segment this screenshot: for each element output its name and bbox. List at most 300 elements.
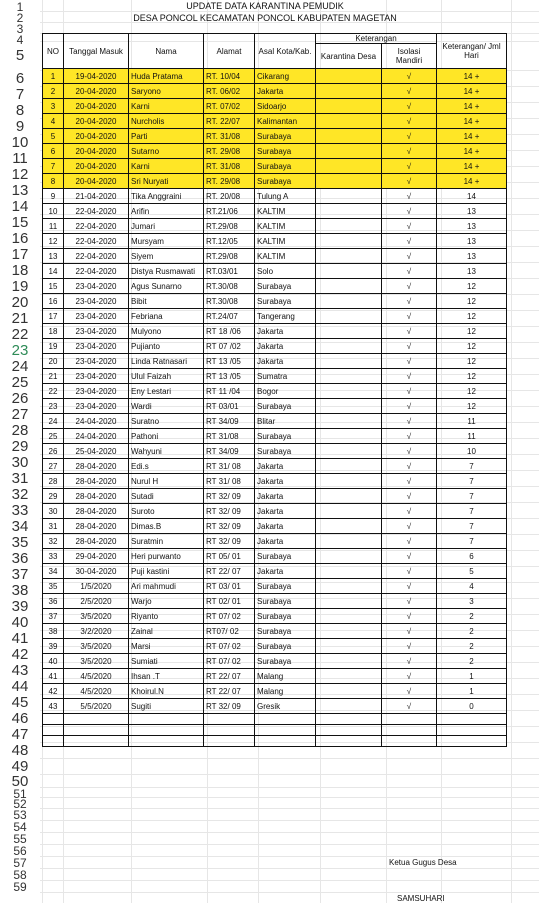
- row-number[interactable]: 22: [11, 325, 29, 343]
- cell-asal[interactable]: Gresik: [255, 699, 316, 714]
- empty-cell[interactable]: [64, 736, 129, 747]
- cell-isolasi-mandiri[interactable]: √: [382, 264, 437, 279]
- cell-no[interactable]: 5: [43, 129, 64, 144]
- cell-nama[interactable]: Ihsan .T: [129, 669, 204, 684]
- cell-nama[interactable]: Suroto: [129, 504, 204, 519]
- row-number[interactable]: 12: [11, 165, 29, 183]
- cell-karantina-desa[interactable]: [316, 699, 382, 714]
- cell-nama[interactable]: Linda Ratnasari: [129, 354, 204, 369]
- row-number[interactable]: 47: [11, 725, 29, 743]
- cell-karantina-desa[interactable]: [316, 174, 382, 189]
- cell-tanggal[interactable]: 28-04-2020: [64, 474, 129, 489]
- row-number[interactable]: 9: [15, 117, 25, 135]
- cell-tanggal[interactable]: 28-04-2020: [64, 534, 129, 549]
- cell-isolasi-mandiri[interactable]: √: [382, 639, 437, 654]
- cell-no[interactable]: 9: [43, 189, 64, 204]
- row-number[interactable]: 25: [11, 373, 29, 391]
- cell-nama[interactable]: Sugiti: [129, 699, 204, 714]
- cell-no[interactable]: 24: [43, 414, 64, 429]
- cell-nama[interactable]: Bibit: [129, 294, 204, 309]
- cell-karantina-desa[interactable]: [316, 684, 382, 699]
- cell-jml-hari[interactable]: 14 +: [437, 84, 507, 99]
- row-number[interactable]: 16: [11, 229, 29, 247]
- cell-alamat[interactable]: RT. 10/04: [204, 69, 255, 84]
- cell-no[interactable]: 42: [43, 684, 64, 699]
- cell-nama[interactable]: Edi.s: [129, 459, 204, 474]
- row-number[interactable]: 36: [11, 549, 29, 567]
- row-number[interactable]: 20: [11, 293, 29, 311]
- cell-jml-hari[interactable]: 11: [437, 429, 507, 444]
- cell-asal[interactable]: Sumatra: [255, 369, 316, 384]
- cell-alamat[interactable]: RT 02/ 01: [204, 594, 255, 609]
- cell-no[interactable]: 3: [43, 99, 64, 114]
- cell-jml-hari[interactable]: 13: [437, 249, 507, 264]
- cell-nama[interactable]: Huda Pratama: [129, 69, 204, 84]
- cell-jml-hari[interactable]: 14: [437, 189, 507, 204]
- cell-isolasi-mandiri[interactable]: √: [382, 144, 437, 159]
- cell-alamat[interactable]: RT.29/08: [204, 219, 255, 234]
- empty-cell[interactable]: [382, 736, 437, 747]
- row-number[interactable]: 43: [11, 661, 29, 679]
- empty-cell[interactable]: [316, 714, 382, 725]
- cell-isolasi-mandiri[interactable]: √: [382, 249, 437, 264]
- cell-alamat[interactable]: RT 34/09: [204, 444, 255, 459]
- cell-isolasi-mandiri[interactable]: √: [382, 669, 437, 684]
- cell-karantina-desa[interactable]: [316, 144, 382, 159]
- cell-karantina-desa[interactable]: [316, 654, 382, 669]
- cell-tanggal[interactable]: 20-04-2020: [64, 129, 129, 144]
- cell-tanggal[interactable]: 20-04-2020: [64, 84, 129, 99]
- cell-nama[interactable]: Agus Sunarno: [129, 279, 204, 294]
- cell-no[interactable]: 13: [43, 249, 64, 264]
- cell-jml-hari[interactable]: 12: [437, 384, 507, 399]
- cell-isolasi-mandiri[interactable]: √: [382, 594, 437, 609]
- cell-no[interactable]: 23: [43, 399, 64, 414]
- cell-tanggal[interactable]: 1/5/2020: [64, 579, 129, 594]
- cell-alamat[interactable]: RT 13 /05: [204, 369, 255, 384]
- empty-cell[interactable]: [204, 736, 255, 747]
- empty-cell[interactable]: [382, 725, 437, 736]
- cell-isolasi-mandiri[interactable]: √: [382, 684, 437, 699]
- empty-cell[interactable]: [43, 725, 64, 736]
- cell-no[interactable]: 4: [43, 114, 64, 129]
- cell-asal[interactable]: KALTIM: [255, 219, 316, 234]
- row-number[interactable]: 15: [11, 213, 29, 231]
- cell-jml-hari[interactable]: 2: [437, 624, 507, 639]
- row-number[interactable]: 2: [16, 11, 24, 25]
- cell-karantina-desa[interactable]: [316, 294, 382, 309]
- cell-no[interactable]: 34: [43, 564, 64, 579]
- cell-karantina-desa[interactable]: [316, 459, 382, 474]
- cell-nama[interactable]: Dimas.B: [129, 519, 204, 534]
- row-number[interactable]: 34: [11, 517, 29, 535]
- cell-karantina-desa[interactable]: [316, 354, 382, 369]
- cell-karantina-desa[interactable]: [316, 609, 382, 624]
- header-nama[interactable]: Nama: [129, 34, 204, 69]
- row-number[interactable]: 18: [11, 261, 29, 279]
- cell-no[interactable]: 17: [43, 309, 64, 324]
- cell-jml-hari[interactable]: 12: [437, 339, 507, 354]
- cell-nama[interactable]: Warjo: [129, 594, 204, 609]
- cell-jml-hari[interactable]: 13: [437, 204, 507, 219]
- row-number[interactable]: 30: [11, 453, 29, 471]
- header-alamat[interactable]: Alamat: [204, 34, 255, 69]
- cell-alamat[interactable]: RT 31/ 08: [204, 474, 255, 489]
- header-no[interactable]: NO: [43, 34, 64, 69]
- cell-asal[interactable]: Malang: [255, 684, 316, 699]
- header-asal[interactable]: Asal Kota/Kab.: [255, 34, 316, 69]
- empty-cell[interactable]: [204, 714, 255, 725]
- empty-cell[interactable]: [437, 725, 507, 736]
- row-number[interactable]: 37: [11, 565, 29, 583]
- cell-no[interactable]: 19: [43, 339, 64, 354]
- cell-no[interactable]: 33: [43, 549, 64, 564]
- cell-tanggal[interactable]: 25-04-2020: [64, 444, 129, 459]
- cell-isolasi-mandiri[interactable]: √: [382, 354, 437, 369]
- cell-jml-hari[interactable]: 4: [437, 579, 507, 594]
- row-number[interactable]: 50: [11, 773, 29, 790]
- empty-cell[interactable]: [437, 714, 507, 725]
- cell-isolasi-mandiri[interactable]: √: [382, 204, 437, 219]
- cell-asal[interactable]: Tangerang: [255, 309, 316, 324]
- cell-nama[interactable]: Nurcholis: [129, 114, 204, 129]
- empty-cell[interactable]: [129, 725, 204, 736]
- cell-isolasi-mandiri[interactable]: √: [382, 474, 437, 489]
- cell-jml-hari[interactable]: 12: [437, 294, 507, 309]
- cell-nama[interactable]: Siyem: [129, 249, 204, 264]
- cell-tanggal[interactable]: 28-04-2020: [64, 459, 129, 474]
- cell-no[interactable]: 39: [43, 639, 64, 654]
- row-number[interactable]: 42: [11, 645, 29, 663]
- row-number[interactable]: 27: [11, 405, 29, 423]
- cell-asal[interactable]: Solo: [255, 264, 316, 279]
- row-number[interactable]: 3: [16, 22, 24, 36]
- empty-cell[interactable]: [204, 725, 255, 736]
- cell-alamat[interactable]: RT.30/08: [204, 294, 255, 309]
- cell-karantina-desa[interactable]: [316, 489, 382, 504]
- cell-asal[interactable]: Surabaya: [255, 294, 316, 309]
- cell-tanggal[interactable]: 23-04-2020: [64, 354, 129, 369]
- cell-karantina-desa[interactable]: [316, 279, 382, 294]
- cell-isolasi-mandiri[interactable]: √: [382, 234, 437, 249]
- cell-no[interactable]: 36: [43, 594, 64, 609]
- row-number[interactable]: 5: [15, 47, 25, 64]
- row-number[interactable]: 56: [13, 844, 27, 858]
- cell-tanggal[interactable]: 2/5/2020: [64, 594, 129, 609]
- cell-jml-hari[interactable]: 7: [437, 534, 507, 549]
- cell-asal[interactable]: Surabaya: [255, 594, 316, 609]
- cell-asal[interactable]: Jakarta: [255, 459, 316, 474]
- cell-nama[interactable]: Distya Rusmawati: [129, 264, 204, 279]
- cell-karantina-desa[interactable]: [316, 69, 382, 84]
- cell-no[interactable]: 26: [43, 444, 64, 459]
- cell-nama[interactable]: Febriana: [129, 309, 204, 324]
- cell-asal[interactable]: Tulung A: [255, 189, 316, 204]
- cell-karantina-desa[interactable]: [316, 264, 382, 279]
- cell-no[interactable]: 41: [43, 669, 64, 684]
- row-number[interactable]: 49: [11, 757, 29, 775]
- row-number[interactable]: 59: [13, 880, 27, 894]
- cell-alamat[interactable]: RT 32/ 09: [204, 489, 255, 504]
- cell-nama[interactable]: Parti: [129, 129, 204, 144]
- cell-no[interactable]: 35: [43, 579, 64, 594]
- cell-asal[interactable]: Surabaya: [255, 609, 316, 624]
- cell-alamat[interactable]: RT 32/ 09: [204, 534, 255, 549]
- cell-karantina-desa[interactable]: [316, 384, 382, 399]
- row-number[interactable]: 35: [11, 533, 29, 551]
- cell-tanggal[interactable]: 3/5/2020: [64, 639, 129, 654]
- cell-karantina-desa[interactable]: [316, 159, 382, 174]
- cell-alamat[interactable]: RT 22/ 07: [204, 684, 255, 699]
- cell-nama[interactable]: Eny Lestari: [129, 384, 204, 399]
- cell-jml-hari[interactable]: 14 +: [437, 144, 507, 159]
- cell-asal[interactable]: KALTIM: [255, 249, 316, 264]
- cell-isolasi-mandiri[interactable]: √: [382, 519, 437, 534]
- cell-tanggal[interactable]: 4/5/2020: [64, 684, 129, 699]
- cell-alamat[interactable]: RT. 22/07: [204, 114, 255, 129]
- cell-alamat[interactable]: RT 07/ 02: [204, 639, 255, 654]
- cell-no[interactable]: 15: [43, 279, 64, 294]
- cell-asal[interactable]: Surabaya: [255, 399, 316, 414]
- cell-tanggal[interactable]: 28-04-2020: [64, 519, 129, 534]
- cell-alamat[interactable]: RT 22/ 07: [204, 564, 255, 579]
- cell-alamat[interactable]: RT.24/07: [204, 309, 255, 324]
- row-number[interactable]: 45: [11, 693, 29, 711]
- cell-jml-hari[interactable]: 1: [437, 684, 507, 699]
- row-number[interactable]: 10: [11, 133, 29, 151]
- row-number[interactable]: 7: [15, 85, 25, 103]
- cell-asal[interactable]: Jakarta: [255, 504, 316, 519]
- cell-karantina-desa[interactable]: [316, 639, 382, 654]
- cell-no[interactable]: 2: [43, 84, 64, 99]
- cell-alamat[interactable]: RT.29/08: [204, 249, 255, 264]
- cell-asal[interactable]: Blitar: [255, 414, 316, 429]
- row-number[interactable]: 33: [11, 501, 29, 519]
- cell-tanggal[interactable]: 24-04-2020: [64, 429, 129, 444]
- cell-isolasi-mandiri[interactable]: √: [382, 174, 437, 189]
- row-number[interactable]: 29: [11, 437, 29, 455]
- cell-isolasi-mandiri[interactable]: √: [382, 534, 437, 549]
- cell-isolasi-mandiri[interactable]: √: [382, 369, 437, 384]
- cell-alamat[interactable]: RT 03/01: [204, 399, 255, 414]
- cell-nama[interactable]: Sumiati: [129, 654, 204, 669]
- cell-asal[interactable]: Surabaya: [255, 129, 316, 144]
- cell-no[interactable]: 1: [43, 69, 64, 84]
- cell-nama[interactable]: Nurul H: [129, 474, 204, 489]
- cell-jml-hari[interactable]: 14 +: [437, 174, 507, 189]
- cell-no[interactable]: 31: [43, 519, 64, 534]
- empty-cell[interactable]: [255, 725, 316, 736]
- cell-no[interactable]: 43: [43, 699, 64, 714]
- cell-karantina-desa[interactable]: [316, 369, 382, 384]
- cell-nama[interactable]: Suratno: [129, 414, 204, 429]
- cell-alamat[interactable]: RT. 07/02: [204, 99, 255, 114]
- cell-karantina-desa[interactable]: [316, 339, 382, 354]
- cell-karantina-desa[interactable]: [316, 234, 382, 249]
- cell-tanggal[interactable]: 24-04-2020: [64, 414, 129, 429]
- cell-asal[interactable]: KALTIM: [255, 234, 316, 249]
- cell-no[interactable]: 12: [43, 234, 64, 249]
- cell-asal[interactable]: Surabaya: [255, 624, 316, 639]
- cell-jml-hari[interactable]: 0: [437, 699, 507, 714]
- cell-karantina-desa[interactable]: [316, 84, 382, 99]
- cell-alamat[interactable]: RT 07/ 02: [204, 654, 255, 669]
- cell-nama[interactable]: Sri Nuryati: [129, 174, 204, 189]
- cell-alamat[interactable]: RT. 31/08: [204, 159, 255, 174]
- row-number[interactable]: 39: [11, 597, 29, 615]
- cell-asal[interactable]: Jakarta: [255, 354, 316, 369]
- cell-isolasi-mandiri[interactable]: √: [382, 549, 437, 564]
- cell-asal[interactable]: Surabaya: [255, 144, 316, 159]
- cell-isolasi-mandiri[interactable]: √: [382, 69, 437, 84]
- cell-tanggal[interactable]: 23-04-2020: [64, 324, 129, 339]
- row-number[interactable]: 55: [13, 832, 27, 846]
- cell-nama[interactable]: Zainal: [129, 624, 204, 639]
- cell-no[interactable]: 28: [43, 474, 64, 489]
- row-number[interactable]: 28: [11, 421, 29, 439]
- cell-alamat[interactable]: RT 34/09: [204, 414, 255, 429]
- cell-nama[interactable]: Arifin: [129, 204, 204, 219]
- cell-alamat[interactable]: RT 31/ 08: [204, 459, 255, 474]
- cell-alamat[interactable]: RT 32/ 09: [204, 699, 255, 714]
- cell-asal[interactable]: Kalimantan: [255, 114, 316, 129]
- cell-tanggal[interactable]: 20-04-2020: [64, 114, 129, 129]
- cell-alamat[interactable]: RT 32/ 09: [204, 519, 255, 534]
- cell-jml-hari[interactable]: 2: [437, 609, 507, 624]
- row-number[interactable]: 46: [11, 709, 29, 727]
- cell-isolasi-mandiri[interactable]: √: [382, 114, 437, 129]
- cell-asal[interactable]: Surabaya: [255, 639, 316, 654]
- cell-nama[interactable]: Wahyuni: [129, 444, 204, 459]
- cell-asal[interactable]: Surabaya: [255, 654, 316, 669]
- empty-cell[interactable]: [129, 736, 204, 747]
- row-number[interactable]: 44: [11, 677, 29, 695]
- empty-cell[interactable]: [64, 714, 129, 725]
- cell-no[interactable]: 30: [43, 504, 64, 519]
- cell-jml-hari[interactable]: 12: [437, 354, 507, 369]
- cell-karantina-desa[interactable]: [316, 114, 382, 129]
- cell-isolasi-mandiri[interactable]: √: [382, 609, 437, 624]
- cell-isolasi-mandiri[interactable]: √: [382, 414, 437, 429]
- cell-tanggal[interactable]: 23-04-2020: [64, 369, 129, 384]
- cell-alamat[interactable]: RT 32/ 09: [204, 504, 255, 519]
- cell-alamat[interactable]: RT 13 /05: [204, 354, 255, 369]
- cell-isolasi-mandiri[interactable]: √: [382, 504, 437, 519]
- cell-karantina-desa[interactable]: [316, 204, 382, 219]
- cell-asal[interactable]: Sidoarjo: [255, 99, 316, 114]
- cell-tanggal[interactable]: 29-04-2020: [64, 549, 129, 564]
- cell-no[interactable]: 8: [43, 174, 64, 189]
- cell-isolasi-mandiri[interactable]: √: [382, 399, 437, 414]
- header-tanggal[interactable]: Tanggal Masuk: [64, 34, 129, 69]
- cell-nama[interactable]: Sutarno: [129, 144, 204, 159]
- cell-alamat[interactable]: RT 31/08: [204, 429, 255, 444]
- cell-asal[interactable]: Surabaya: [255, 174, 316, 189]
- cell-isolasi-mandiri[interactable]: √: [382, 189, 437, 204]
- cell-nama[interactable]: Karni: [129, 159, 204, 174]
- cell-tanggal[interactable]: 20-04-2020: [64, 174, 129, 189]
- cell-isolasi-mandiri[interactable]: √: [382, 219, 437, 234]
- cell-tanggal[interactable]: 28-04-2020: [64, 489, 129, 504]
- empty-cell[interactable]: [255, 714, 316, 725]
- cell-jml-hari[interactable]: 7: [437, 474, 507, 489]
- cell-tanggal[interactable]: 28-04-2020: [64, 504, 129, 519]
- row-number[interactable]: 31: [11, 469, 29, 487]
- cell-karantina-desa[interactable]: [316, 549, 382, 564]
- cell-tanggal[interactable]: 20-04-2020: [64, 159, 129, 174]
- cell-karantina-desa[interactable]: [316, 564, 382, 579]
- cell-tanggal[interactable]: 30-04-2020: [64, 564, 129, 579]
- empty-cell[interactable]: [382, 714, 437, 725]
- row-number[interactable]: 41: [11, 629, 29, 647]
- row-number[interactable]: 54: [13, 820, 27, 834]
- cell-asal[interactable]: Jakarta: [255, 339, 316, 354]
- cell-alamat[interactable]: RT. 20/08: [204, 189, 255, 204]
- cell-karantina-desa[interactable]: [316, 594, 382, 609]
- cell-tanggal[interactable]: 22-04-2020: [64, 204, 129, 219]
- cell-nama[interactable]: Mursyam: [129, 234, 204, 249]
- cell-no[interactable]: 29: [43, 489, 64, 504]
- cell-jml-hari[interactable]: 14 +: [437, 69, 507, 84]
- row-number[interactable]: 51: [13, 787, 27, 801]
- cell-isolasi-mandiri[interactable]: √: [382, 339, 437, 354]
- cell-asal[interactable]: Bogor: [255, 384, 316, 399]
- row-number[interactable]: 13: [11, 181, 29, 199]
- cell-tanggal[interactable]: 20-04-2020: [64, 99, 129, 114]
- cell-alamat[interactable]: RT 05/ 01: [204, 549, 255, 564]
- cell-isolasi-mandiri[interactable]: √: [382, 654, 437, 669]
- cell-no[interactable]: 27: [43, 459, 64, 474]
- cell-asal[interactable]: Malang: [255, 669, 316, 684]
- cell-isolasi-mandiri[interactable]: √: [382, 384, 437, 399]
- row-number[interactable]: 58: [13, 868, 27, 882]
- cell-jml-hari[interactable]: 14 +: [437, 114, 507, 129]
- cell-no[interactable]: 25: [43, 429, 64, 444]
- cell-asal[interactable]: Surabaya: [255, 159, 316, 174]
- cell-tanggal[interactable]: 23-04-2020: [64, 384, 129, 399]
- cell-jml-hari[interactable]: 11: [437, 414, 507, 429]
- cell-tanggal[interactable]: 3/5/2020: [64, 609, 129, 624]
- cell-jml-hari[interactable]: 3: [437, 594, 507, 609]
- row-number[interactable]: 23: [11, 341, 29, 359]
- cell-asal[interactable]: Jakarta: [255, 534, 316, 549]
- cell-jml-hari[interactable]: 13: [437, 219, 507, 234]
- cell-isolasi-mandiri[interactable]: √: [382, 579, 437, 594]
- cell-tanggal[interactable]: 22-04-2020: [64, 219, 129, 234]
- cell-isolasi-mandiri[interactable]: √: [382, 279, 437, 294]
- cell-isolasi-mandiri[interactable]: √: [382, 294, 437, 309]
- cell-jml-hari[interactable]: 13: [437, 264, 507, 279]
- cell-alamat[interactable]: RT. 29/08: [204, 174, 255, 189]
- cell-jml-hari[interactable]: 6: [437, 549, 507, 564]
- cell-nama[interactable]: Suratmin: [129, 534, 204, 549]
- cell-asal[interactable]: Jakarta: [255, 84, 316, 99]
- cell-jml-hari[interactable]: 2: [437, 654, 507, 669]
- cell-jml-hari[interactable]: 14 +: [437, 159, 507, 174]
- cell-tanggal[interactable]: 21-04-2020: [64, 189, 129, 204]
- cell-isolasi-mandiri[interactable]: √: [382, 444, 437, 459]
- cell-jml-hari[interactable]: 12: [437, 279, 507, 294]
- cell-tanggal[interactable]: 5/5/2020: [64, 699, 129, 714]
- cell-isolasi-mandiri[interactable]: √: [382, 564, 437, 579]
- cell-alamat[interactable]: RT. 31/08: [204, 129, 255, 144]
- row-number[interactable]: 40: [11, 613, 29, 631]
- cell-alamat[interactable]: RT 07/ 02: [204, 609, 255, 624]
- cell-jml-hari[interactable]: 1: [437, 669, 507, 684]
- cell-karantina-desa[interactable]: [316, 324, 382, 339]
- cell-alamat[interactable]: RT 11 /04: [204, 384, 255, 399]
- empty-cell[interactable]: [129, 714, 204, 725]
